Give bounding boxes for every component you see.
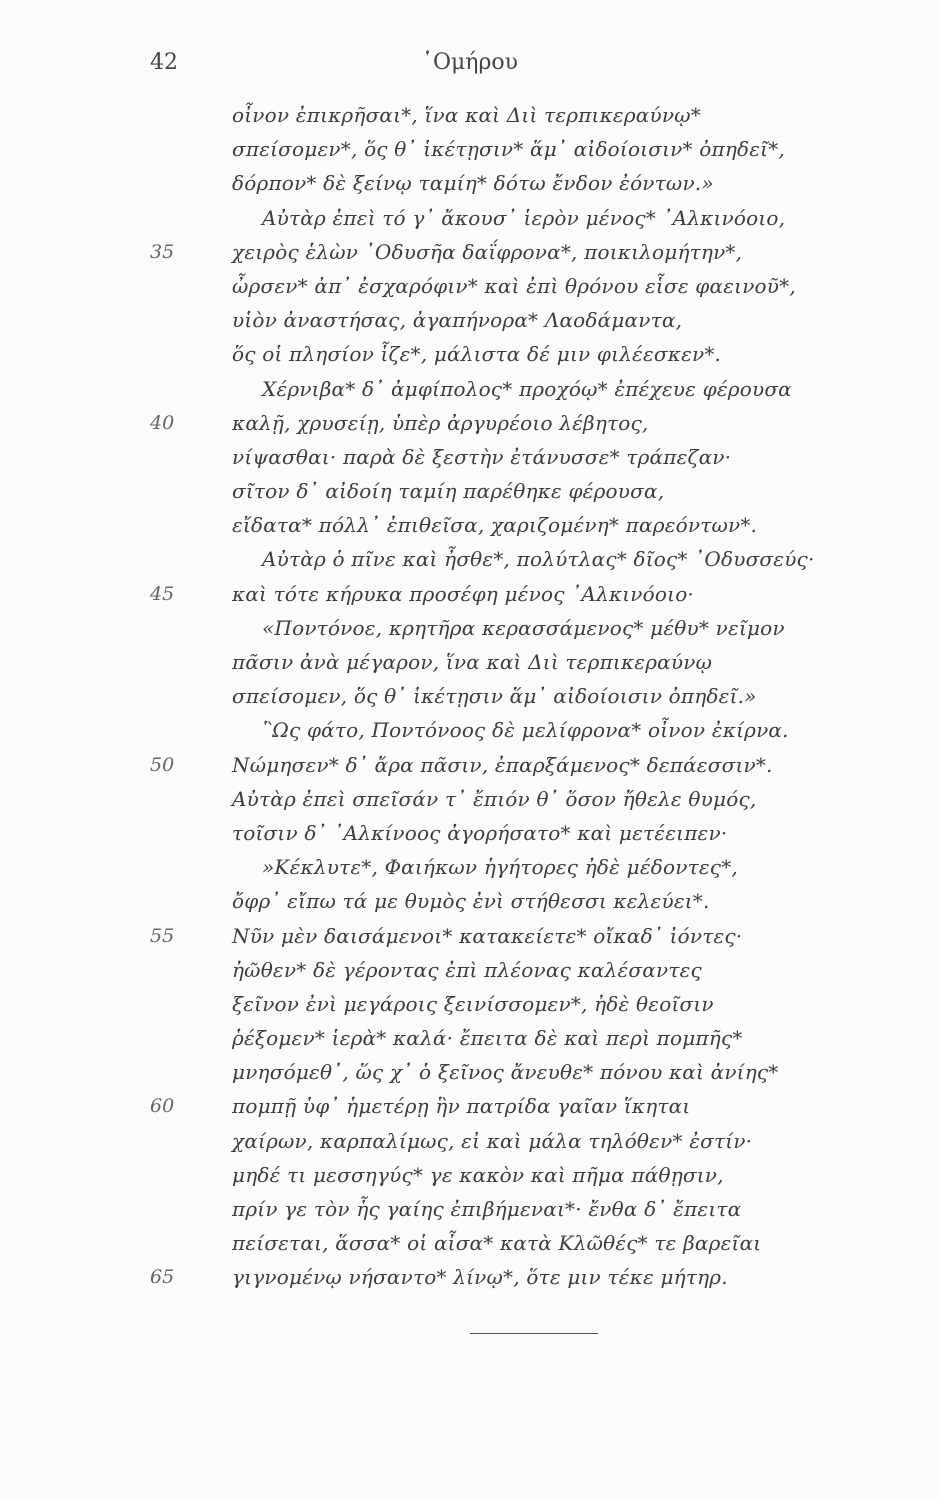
end-rule	[470, 1333, 598, 1334]
verse-text: οἶνον ἐπικρῆσαι*, ἵνα καὶ Διὶ τερπικεραύνῳ*	[232, 103, 701, 127]
verse-text: ξεῖνον ἐνὶ μεγάροις ξεινίσσομεν*, ἠδὲ θεοῖσιν	[232, 991, 714, 1016]
verse-line	[0, 953, 940, 987]
verse-line	[0, 816, 940, 850]
verse-line	[0, 884, 940, 918]
verse-text: πείσεται, ἅσσα* οἱ αἶσα* κατὰ Κλῶθές* τε βαρεῖαι	[232, 1231, 762, 1256]
verse-line	[0, 406, 940, 440]
verse-block	[0, 98, 940, 1295]
verse-line	[0, 1158, 940, 1192]
verse-text: ῝Ως φάτο, Ποντόνοος δὲ μελίφρονα* οἶνον ἐκίρνα.	[262, 718, 789, 743]
verse-line	[0, 542, 940, 576]
verse-line	[0, 269, 940, 303]
verse-line	[0, 1089, 940, 1123]
verse-line	[0, 508, 940, 542]
verse-line	[0, 1124, 940, 1158]
verse-text: μηδέ τι μεσσηγύς* γε κακὸν καὶ πῆμα πάθῃσιν,	[232, 1162, 724, 1187]
line-number: 50	[150, 753, 175, 776]
verse-text: Χέρνιβα* δ᾽ ἀμφίπολος* προχόῳ* ἐπέχευε φέρουσα	[262, 376, 792, 401]
verse-line	[0, 474, 940, 508]
verse-text: Αὐτὰρ ἐπεὶ σπεῖσάν τ᾽ ἔπιόν θ᾽ ὅσον ἤθελε θυμός,	[232, 786, 757, 811]
line-number: 65	[150, 1266, 175, 1289]
verse-text: πομπῇ ὑφ᾽ ἡμετέρῃ ἣν πατρίδα γαῖαν ἵκηται	[232, 1094, 691, 1119]
line-number: 45	[150, 582, 175, 605]
verse-line	[0, 987, 940, 1021]
verse-text: μνησόμεθ᾽, ὥς χ᾽ ὁ ξεῖνος ἄνευθε* πόνου καὶ ἀνίης*	[232, 1060, 779, 1085]
running-title: ῾Ομήρου	[421, 50, 519, 75]
verse-line	[0, 1055, 940, 1089]
verse-text: Νῦν μὲν δαισάμενοι* κατακείετε* οἴκαδ᾽ ἰόντες·	[232, 923, 743, 948]
verse-text: δόρπον* δὲ ξείνῳ ταμίη* δότω ἔνδον ἐόντων.»	[232, 171, 714, 196]
line-number: 60	[150, 1095, 175, 1118]
verse-line	[0, 782, 940, 816]
page-number: 42	[150, 50, 178, 75]
verse-text: Νώμησεν* δ᾽ ἄρα πᾶσιν, ἐπαρξάμενος* δεπάεσσιν*.	[232, 752, 773, 777]
verse-line	[0, 235, 940, 269]
verse-line	[0, 611, 940, 645]
verse-line	[0, 850, 940, 884]
verse-line	[0, 440, 940, 474]
verse-line	[0, 337, 940, 371]
verse-line	[0, 577, 940, 611]
verse-line	[0, 1192, 940, 1226]
verse-text: εἴδατα* πόλλ᾽ ἐπιθεῖσα, χαριζομένη* παρεόντων*.	[232, 513, 758, 538]
verse-text: πᾶσιν ἀνὰ μέγαρον, ἵνα καὶ Διὶ τερπικεραύνῳ	[232, 650, 713, 674]
verse-line	[0, 166, 940, 200]
verse-text: σπείσομεν, ὅς θ᾽ ἱκέτῃσιν ἅμ᾽ αἰδοίοισιν ὀπηδεῖ.»	[232, 684, 757, 709]
verse-line	[0, 645, 940, 679]
verse-text: «Ποντόνοε, κρητῆρα κερασσάμενος* μέθυ* νεῖμον	[262, 615, 785, 640]
line-number: 35	[150, 240, 175, 263]
verse-text: πρίν γε τὸν ἧς γαίης ἐπιβήμεναι*· ἔνθα δ᾽ ἔπειτα	[232, 1197, 742, 1221]
verse-text: γιγνομένῳ νήσαντο* λίνῳ*, ὅτε μιν τέκε μήτηρ.	[232, 1265, 728, 1290]
verse-text: τοῖσιν δ᾽ ᾽Αλκίνοος ἀγορήσατο* καὶ μετέειπεν·	[232, 820, 728, 845]
verse-text: »Κέκλυτε*, Φαιήκων ἡγήτορες ἠδὲ μέδοντες*,	[262, 855, 738, 880]
verse-text: νίψασθαι· παρὰ δὲ ξεστὴν ἐτάνυσσε* τράπεζαν·	[232, 444, 732, 469]
verse-text: ὄφρ᾽ εἴπω τά με θυμὸς ἐνὶ στήθεσσι κελεύει*.	[232, 889, 710, 914]
verse-text: ὅς οἱ πλησίον ἷζε*, μάλιστα δέ μιν φιλέεσκεν*.	[232, 342, 722, 367]
verse-text: χειρὸς ἑλὼν ᾽Οδυσῆα δαΐφρονα*, ποικιλομήτην*,	[232, 239, 743, 264]
verse-text: Αὐτὰρ ἐπεὶ τό γ᾽ ἄκουσ᾽ ἱερὸν μένος* ᾽Αλκινόοιο,	[262, 205, 786, 230]
verse-text: ὦρσεν* ἀπ᾽ ἐσχαρόφιν* καὶ ἐπὶ θρόνου εἷσε φαεινοῦ*,	[232, 273, 796, 298]
verse-line	[0, 1260, 940, 1294]
verse-text: καὶ τότε κήρυκα προσέφη μένος ᾽Αλκινόοιο·	[232, 581, 694, 606]
verse-line	[0, 201, 940, 235]
verse-text: ῥέξομεν* ἱερὰ* καλά· ἔπειτα δὲ καὶ περὶ πομπῆς*	[232, 1026, 743, 1051]
verse-text: Αὐτὰρ ὁ πῖνε καὶ ἦσθε*, πολύτλας* δῖος* ᾽Οδυσσεύς·	[262, 547, 815, 572]
verse-text: χαίρων, καρπαλίμως, εἰ καὶ μάλα τηλόθεν* ἐστίν·	[232, 1128, 753, 1153]
verse-text: σπείσομεν*, ὅς θ᾽ ἱκέτῃσιν* ἅμ᾽ αἰδοίοισιν* ὀπηδεῖ*,	[232, 137, 785, 162]
verse-line	[0, 919, 940, 953]
line-number: 40	[150, 411, 175, 434]
verse-line	[0, 98, 940, 132]
verse-line	[0, 748, 940, 782]
verse-text: σῖτον δ᾽ αἰδοίη ταμίη παρέθηκε φέρουσα,	[232, 479, 665, 504]
verse-line	[0, 132, 940, 166]
verse-text: ἠῶθεν* δὲ γέροντας ἐπὶ πλέονας καλέσαντες	[232, 957, 702, 982]
verse-line	[0, 713, 940, 747]
verse-line	[0, 1021, 940, 1055]
verse-line	[0, 1226, 940, 1260]
verse-line	[0, 372, 940, 406]
verse-text: καλῇ, χρυσείῃ, ὑπὲρ ἀργυρέοιο λέβητος,	[232, 410, 649, 435]
verse-line	[0, 303, 940, 337]
verse-line	[0, 679, 940, 713]
line-number: 55	[150, 924, 175, 947]
verse-text: υἱὸν ἀναστήσας, ἀγαπήνορα* Λαοδάμαντα,	[232, 308, 683, 333]
